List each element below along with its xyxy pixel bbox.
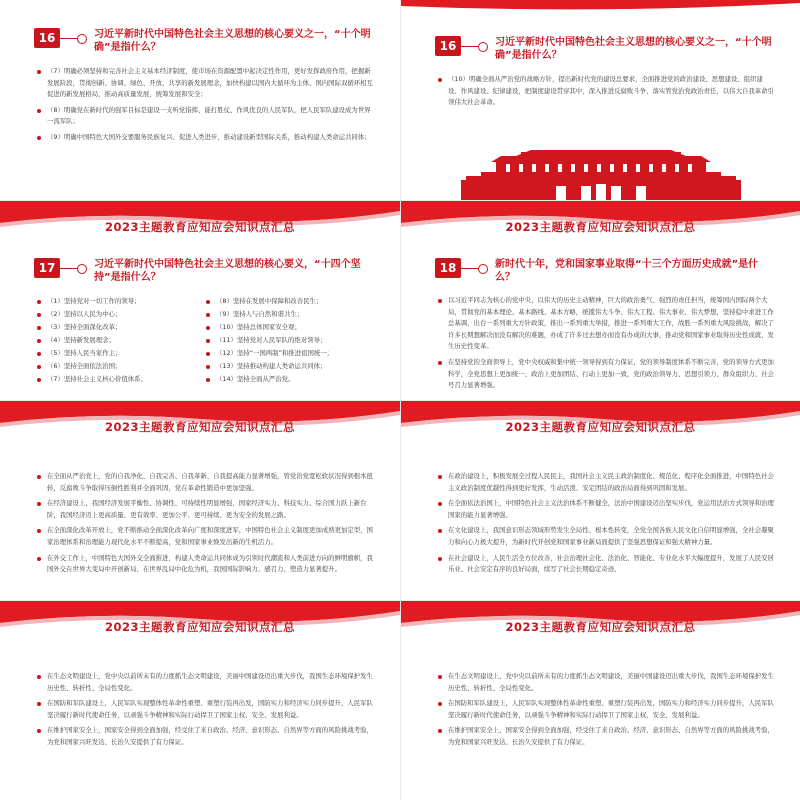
paragraph: （10）明确全面从严治党的战略方针，提出新时代党的建设总要求，全面推进党的政治建设、思想建设、组织建设、作风建设、纪律建设，把制度建设贯穿其中，深入推进反腐败斗争，落实管党治党政治责任，以伟大自我革命引领伟大社会革命。 (437, 74, 774, 109)
banner-title: 2023主题教育应知应会知识点汇总 (104, 220, 295, 234)
list-item: （6）坚持全面依法治国； (36, 360, 205, 373)
slide-body (437, 671, 774, 753)
slide-body (437, 471, 774, 580)
question-header (435, 258, 775, 284)
slide-achievements-c (0, 601, 400, 800)
banner (0, 601, 400, 647)
paragraph: （7）明确必须坚持和完善社会主义基本经济制度，使市场在资源配置中起决定性作用，更好发挥政府作用，把握新发展阶段，贯彻创新、协调、绿色、开放、共享的新发展理念，加快构建以国内大循环为主体、国内国际双循环相互促进的新发展格局，推动高质量发展，统筹发展和安全； (36, 66, 374, 101)
list-item: （2）坚持以人民为中心； (36, 308, 205, 321)
slide-body (36, 471, 374, 580)
paragraph: （9）明确中国特色大国外交要服务民族复兴、促进人类进步，推动建设新型国际关系，推动构建人类命运共同体； (36, 132, 374, 144)
banner-title: 2023主题教育应知应会知识点汇总 (505, 220, 696, 234)
list-item: （3）坚持全面深化改革； (36, 321, 205, 334)
banner-title: 2023主题教育应知应会知识点汇总 (104, 420, 295, 434)
question-header (435, 36, 775, 62)
paragraph: 在维护国家安全上，国家安全得到全面加强，经受住了来自政治、经济、意识形态、自然界等方面的风险挑战考验，为党和国家兴旺发达、长治久安提供了有力保证。 (437, 725, 774, 748)
list-item: （12）坚持“一国两制”和推进祖国统一； (205, 347, 374, 360)
paragraph: 在文化建设上，我国意识形态领域形势发生全局性、根本性转变，全党全国各族人民文化自信明显增强，全社会凝聚力和向心力极大提升，为新时代开创党和国家事业新局面提供了坚强思想保证和强大精神力量。 (437, 525, 774, 548)
slide-body (36, 295, 374, 386)
slide-achievements-b (401, 401, 800, 600)
banner (401, 201, 800, 247)
connector-line (60, 268, 82, 269)
tiananmen-silhouette-icon (461, 150, 741, 200)
banner-title: 2023主题教育应知应会知识点汇总 (505, 420, 696, 434)
list-item: （8）坚持在发展中保障和改善民生； (205, 295, 374, 308)
question-header (34, 258, 374, 284)
list-item: （1）坚持党对一切工作的领导； (36, 295, 205, 308)
question-header (34, 28, 374, 54)
slide-body (437, 74, 774, 113)
list-item: （4）坚持新发展理念； (36, 334, 205, 347)
question-title: 习近平新时代中国特色社会主义思想的核心要义，“十四个坚持”是指什么？ (94, 259, 361, 283)
paragraph: 在生态文明建设上，党中央以前所未有的力度抓生态文明建设，美丽中国建设迈出重大步伐，我国生态环境保护发生历史性、转折性、全局性变化。 (437, 671, 774, 694)
paragraph: 在坚持党的全面领导上，党中央权威和集中统一领导得到有力保证，党的领导制度体系不断完善，党的领导方式更加科学，全党思想上更加统一、政治上更加团结、行动上更加一致，党的政治领导力、思想引领力、群众组织力、社会号召力显著增强。 (437, 357, 774, 392)
question-number: 16 (34, 28, 60, 48)
paragraph: 在政治建设上，积极发展全过程人民民主，我国社会主义民主政治制度化、规范化、程序化全面推进，中国特色社会主义政治制度优越性得到更好发挥，生动活泼、安定团结的政治局面得到巩固和发展。 (437, 471, 774, 494)
question-number: 18 (435, 258, 461, 278)
slide-body (36, 66, 374, 148)
slide-achievements-d (401, 601, 800, 800)
banner (401, 401, 800, 447)
question-title: 习近平新时代中国特色社会主义思想的核心要义之一，“十个明确”是指什么？ (94, 29, 371, 53)
connector-line (60, 38, 82, 39)
slide-achievements-a (0, 401, 400, 600)
banner (401, 601, 800, 647)
list-item: （13）坚持推动构建人类命运共同体； (205, 360, 374, 373)
paragraph: 在经济建设上，我国经济发展平衡性、协调性、可持续性明显增强，国家经济实力、科技实力、综合国力跃上新台阶，我国经济迈上更高质量、更有效率、更加公平、更可持续、更为安全的发展之路。 (36, 498, 374, 521)
paragraph: 在国防和军队建设上，人民军队实现整体性革命性重塑、重塑行装再出发，国防实力和经济实力同步提升，人民军队坚决履行新时代使命任务，以顽强斗争精神和实际行动捍卫了国家主权、安全、发展利益。 (437, 698, 774, 721)
question-title: 新时代十年，党和国家事业取得“十三个方面历史成就”是什么？ (495, 259, 759, 283)
list-item: （11）坚持党对人民军队的绝对领导； (205, 334, 374, 347)
slide-16a (0, 0, 400, 200)
paragraph: 在全面依法治国上，中国特色社会主义法治体系不断健全，法治中国建设迈出坚实步伐，党运用法治方式领导和治理国家的能力显著增强。 (437, 498, 774, 521)
paragraph: 在国防和军队建设上，人民军队实现整体性革命性重塑、重塑行装再出发，国防实力和经济实力同步提升，人民军队坚决履行新时代使命任务，以顽强斗争精神和实际行动捍卫了国家主权、安全、发展利益。 (36, 698, 374, 721)
connector-line (461, 46, 483, 47)
list-item: （5）坚持人民当家作主； (36, 347, 205, 360)
slide-body (437, 295, 774, 396)
slide-18 (401, 201, 800, 400)
list-item: （10）坚持总体国家安全观； (205, 321, 374, 334)
slide-17 (0, 201, 400, 400)
slide-16b (401, 0, 800, 200)
connector-line (461, 268, 483, 269)
banner (0, 201, 400, 247)
question-number: 16 (435, 36, 461, 56)
question-title: 习近平新时代中国特色社会主义思想的核心要义之一，“十个明确”是指什么？ (495, 37, 772, 61)
banner (0, 401, 400, 447)
paragraph: 在维护国家安全上，国家安全得到全面加强，经受住了来自政治、经济、意识形态、自然界等方面的风险挑战考验，为党和国家兴旺发达、长治久安提供了有力保证。 (36, 725, 374, 748)
paragraph: 以习近平同志为核心的党中央，以伟大的历史主动精神，巨大的政治勇气、强烈的责任担当，统筹国内国际两个大局，贯彻党的基本理论、基本路线、基本方略，统揽伟大斗争、伟大工程、伟大事业、伟大梦想，坚持稳中求进工作总基调，出台一系列重大方针政策，推出一系列重大举措，推进一系列重大工作，战胜一系列重大风险挑战，解决了许多长期想解决而没有解决的难题，办成了许多过去想办而没有办成的大事，推动党和国家事业取得历史性成就、发生历史性变革。 (437, 295, 774, 353)
banner-title: 2023主题教育应知应会知识点汇总 (104, 620, 295, 634)
list-item: （7）坚持社会主义核心价值体系； (36, 373, 205, 386)
paragraph: 在全面从严治党上，党的自我净化、自我完善、自我革新、自我提高能力显著增强，管党治党宽松软状况得到根本扭转，反腐败斗争取得压倒性胜利并全面巩固，党在革命性锻造中更加坚强。 (36, 471, 374, 494)
question-number: 17 (34, 258, 60, 278)
list-item: （14）坚持全面从严治党。 (205, 373, 374, 386)
paragraph: 在外交工作上，中国特色大国外交全面推进，构建人类命运共同体成为引领时代潮流和人类前进方向的鲜明旗帜，我国外交在世界大变局中开创新局、在世界乱局中化危为机，我国国际影响力、感召力、塑造力显著提升。 (36, 553, 374, 576)
list-right (205, 295, 374, 386)
top-wave (401, 0, 800, 14)
slide-body (36, 671, 374, 753)
paragraph: 在全面深化改革开放上，党不断推动全面深化改革向广度和深度进军，中国特色社会主义制度更加成熟更加定型，国家治理体系和治理能力现代化水平不断提高，党和国家事业焕发出新的生机活力。 (36, 525, 374, 548)
list-item: （9）坚持人与自然和谐共生； (205, 308, 374, 321)
paragraph: 在社会建设上，人民生活全方位改善，社会治理社会化、法治化、智能化、专业化水平大幅度提升，发展了人民安居乐业、社会安定有序的良好局面，续写了社会长期稳定奇迹。 (437, 553, 774, 576)
paragraph: 在生态文明建设上，党中央以前所未有的力度抓生态文明建设，美丽中国建设迈出重大步伐，我国生态环境保护发生历史性、转折性、全局性变化。 (36, 671, 374, 694)
banner-title: 2023主题教育应知应会知识点汇总 (505, 620, 696, 634)
list-left (36, 295, 205, 386)
paragraph: （8）明确党在新时代的强军目标是建设一支听党指挥、能打胜仗、作风优良的人民军队，把人民军队建设成为世界一流军队； (36, 105, 374, 128)
